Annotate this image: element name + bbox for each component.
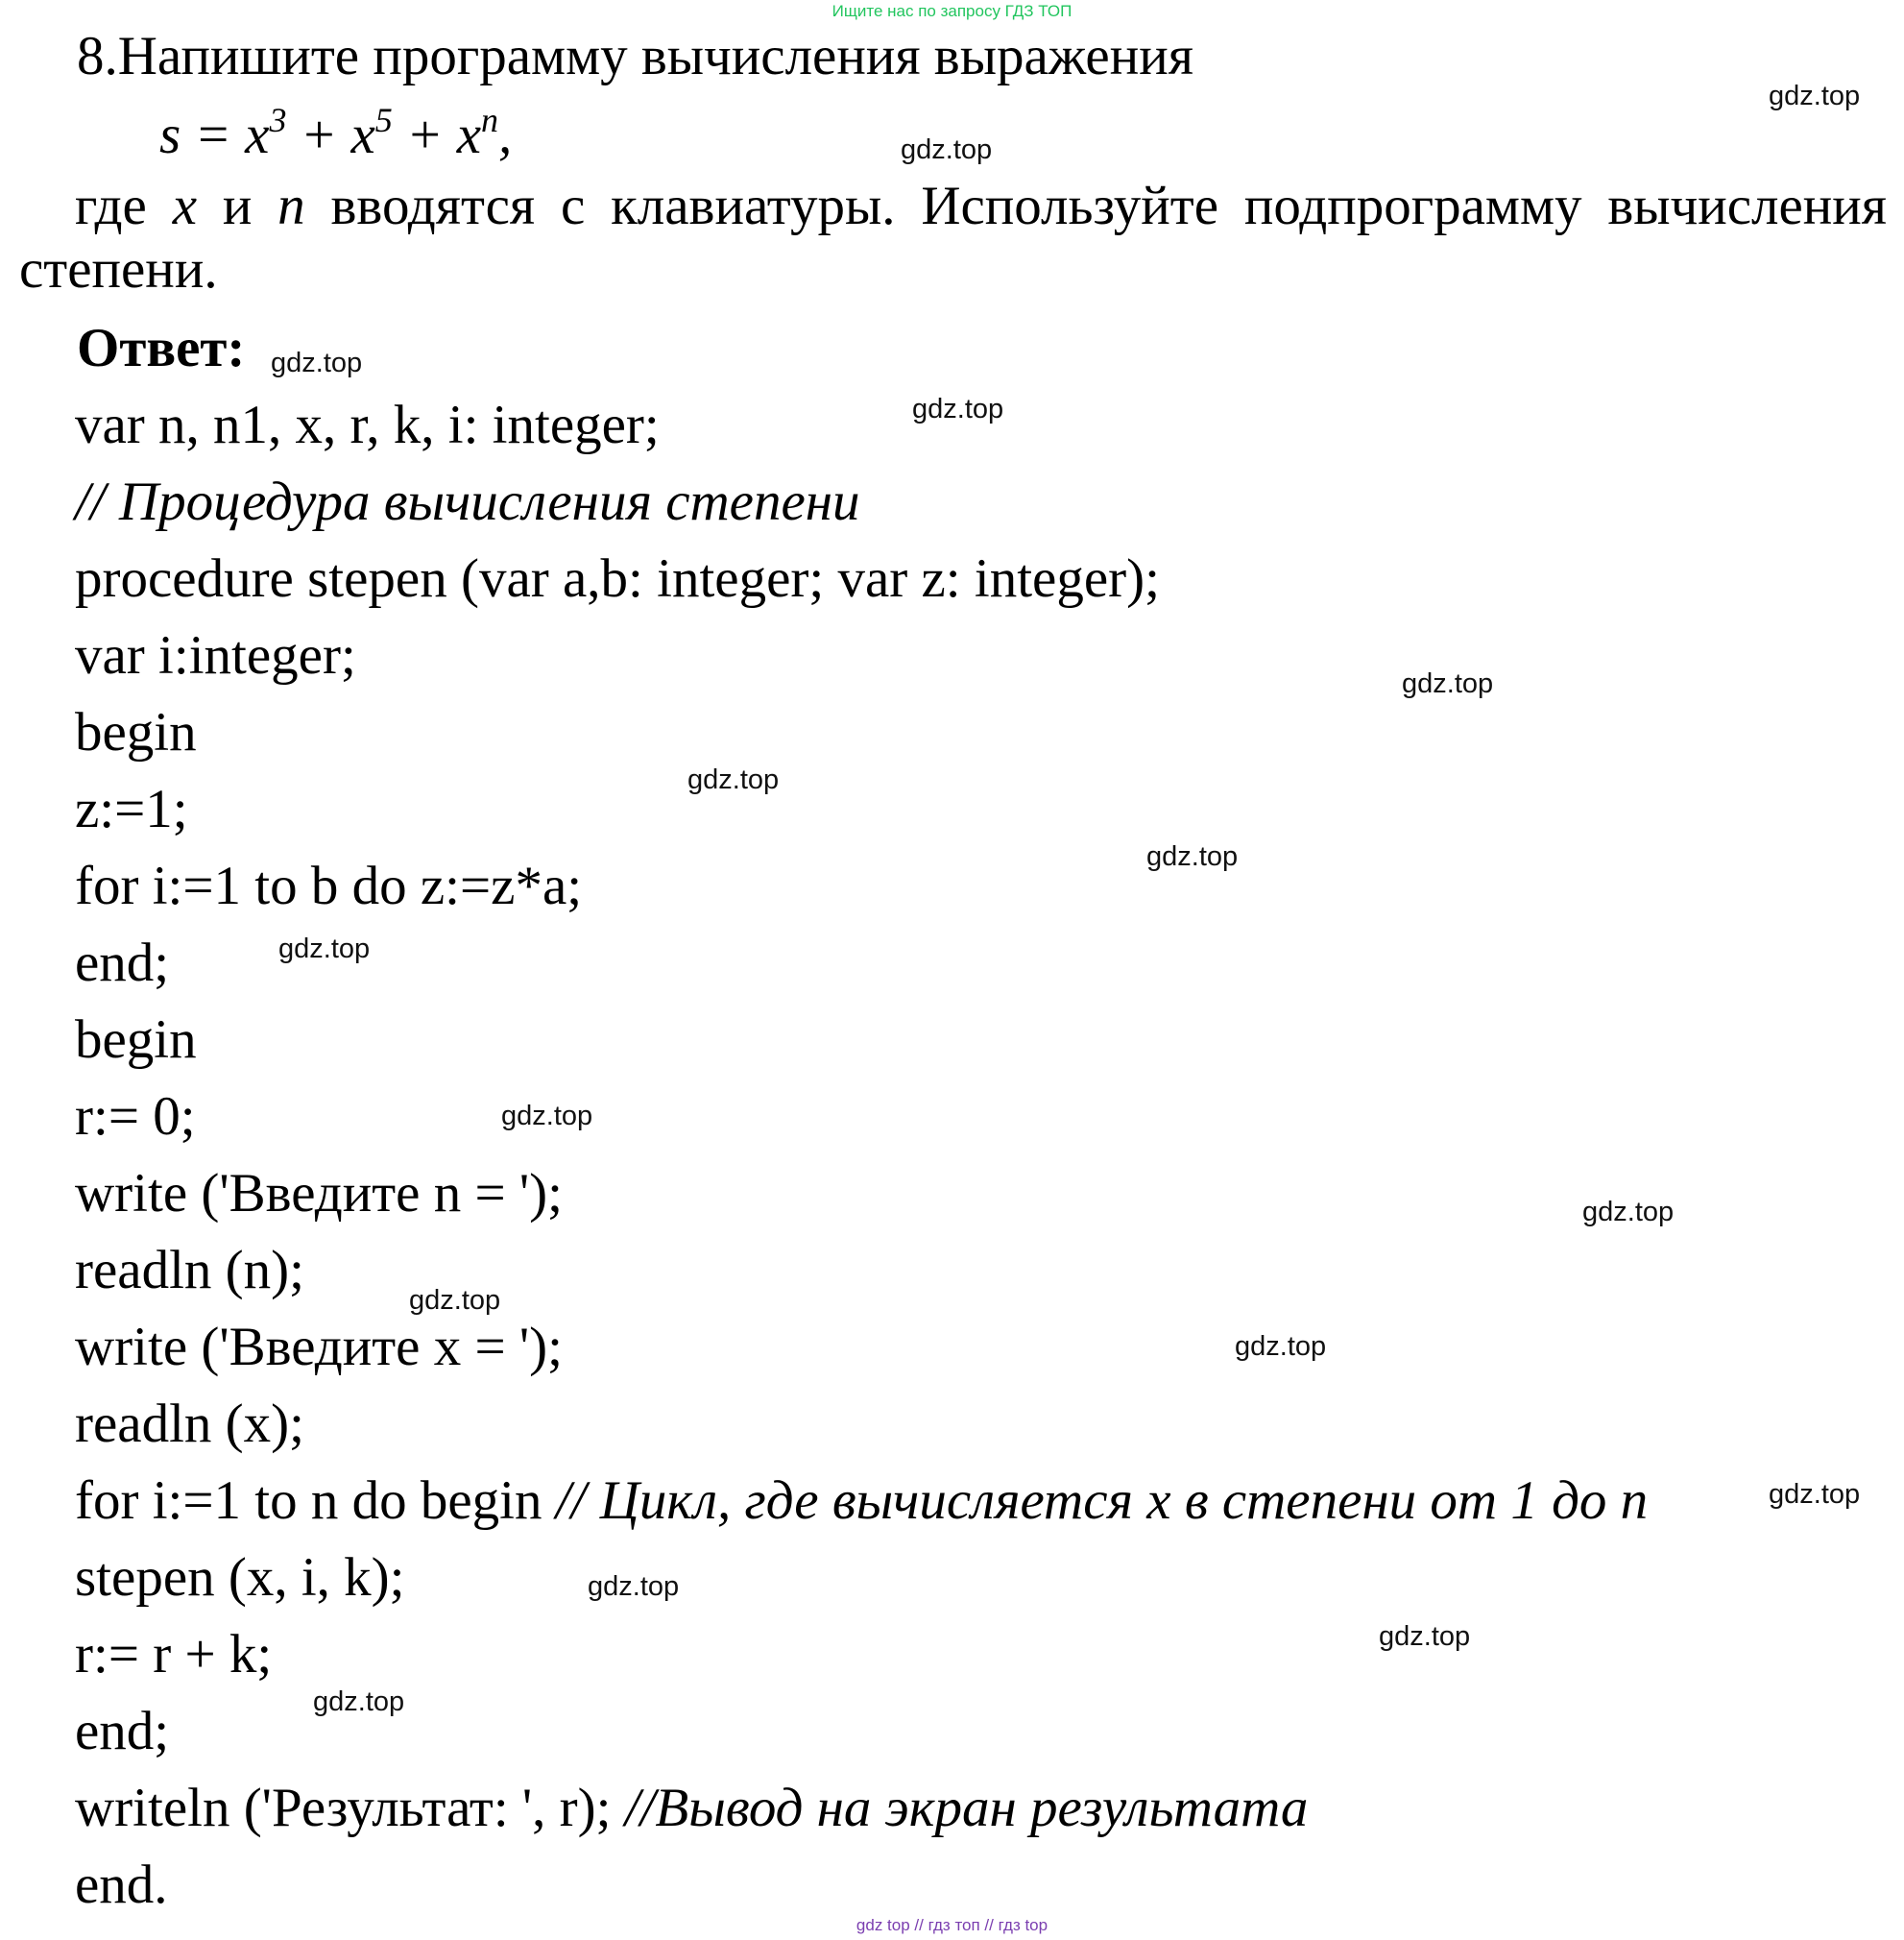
formula-plus2: + [392,105,457,165]
code-line-15 [75,1470,1649,1531]
watermark: gdz.top [1769,1479,1861,1510]
formula-x2: x [350,105,375,165]
formula-eq: = [181,105,246,165]
code-line-15-code: for i:=1 to n do begin [75,1470,556,1531]
desc-part1: где [75,176,173,236]
task-description [19,175,1887,302]
code-comment-procedure: // Процедура вычисления степени [75,472,860,532]
formula-s: s [159,105,181,165]
code-line-8: end; [75,933,170,993]
code-line-20: end. [75,1855,168,1915]
task-heading: 8.Напишите программу вычисления выражения [77,26,1193,86]
code-line-4: var i:integer; [75,625,356,686]
code-line-14: readln (x); [75,1394,304,1454]
code-line-6: z:=1; [75,779,188,839]
code-line-12: readln (n); [75,1240,304,1300]
answer-label: Ответ: [77,318,246,378]
code-line-1: var n, n1, x, r, k, i: integer; [75,395,660,455]
code-line-7: for i:=1 to b do z:=z*a; [75,856,583,916]
code-line-5: begin [75,702,197,763]
code-line-9: begin [75,1009,197,1070]
footer-links[interactable]: gdz top // гдз топ // гдз top [856,1916,1048,1934]
formula-tail: , [498,105,513,165]
desc-part2: и [197,176,278,236]
code-comment-output: //Вывод на экран результата [624,1778,1309,1838]
formula-x3: x [456,105,482,165]
watermark: gdz.top [1379,1621,1471,1652]
watermark: gdz.top [588,1571,680,1602]
formula [159,101,513,166]
desc-part3: вводятся с клавиатуры. Используйте подпрограмму вычисления степени. [19,176,1888,300]
formula-x1: x [245,105,270,165]
code-line-16: stepen (x, i, k); [75,1547,405,1608]
code-line-10: r:= 0; [75,1086,196,1147]
watermark: gdz.top [687,764,780,795]
top-banner[interactable]: Ищите нас по запросу ГДЗ ТОП [831,2,1073,20]
code-line-3: procedure stepen (var a,b: integer; var z: integer); [75,548,1160,609]
watermark: gdz.top [313,1686,405,1717]
code-line-17: r:= r + k; [75,1624,273,1685]
watermark: gdz.top [912,394,1004,424]
code-line-19 [75,1778,1309,1838]
desc-var-x: x [172,176,197,236]
code-comment-loop: // Цикл, где вычисляется x в степени от 1 до n [555,1470,1649,1531]
watermark: gdz.top [278,934,371,964]
formula-exp2: 5 [374,101,393,139]
watermark: gdz.top [501,1101,593,1131]
code-line-13: write ('Введите x = '); [75,1317,563,1377]
formula-exp1: 3 [269,101,287,139]
watermark: gdz.top [1235,1331,1327,1362]
watermark: gdz.top [271,348,363,378]
code-line-18: end; [75,1701,170,1761]
watermark: gdz.top [901,134,993,165]
watermark: gdz.top [1402,668,1494,699]
code-line-11: write ('Введите n = '); [75,1163,563,1224]
formula-exp3: n [481,101,499,139]
desc-var-n: n [277,176,305,236]
watermark: gdz.top [1146,841,1239,872]
watermark: gdz.top [409,1285,501,1316]
watermark: gdz.top [1769,81,1861,111]
code-line-19-code: writeln ('Результат: ', r); [75,1778,625,1838]
formula-plus1: + [286,105,351,165]
watermark: gdz.top [1582,1197,1675,1227]
